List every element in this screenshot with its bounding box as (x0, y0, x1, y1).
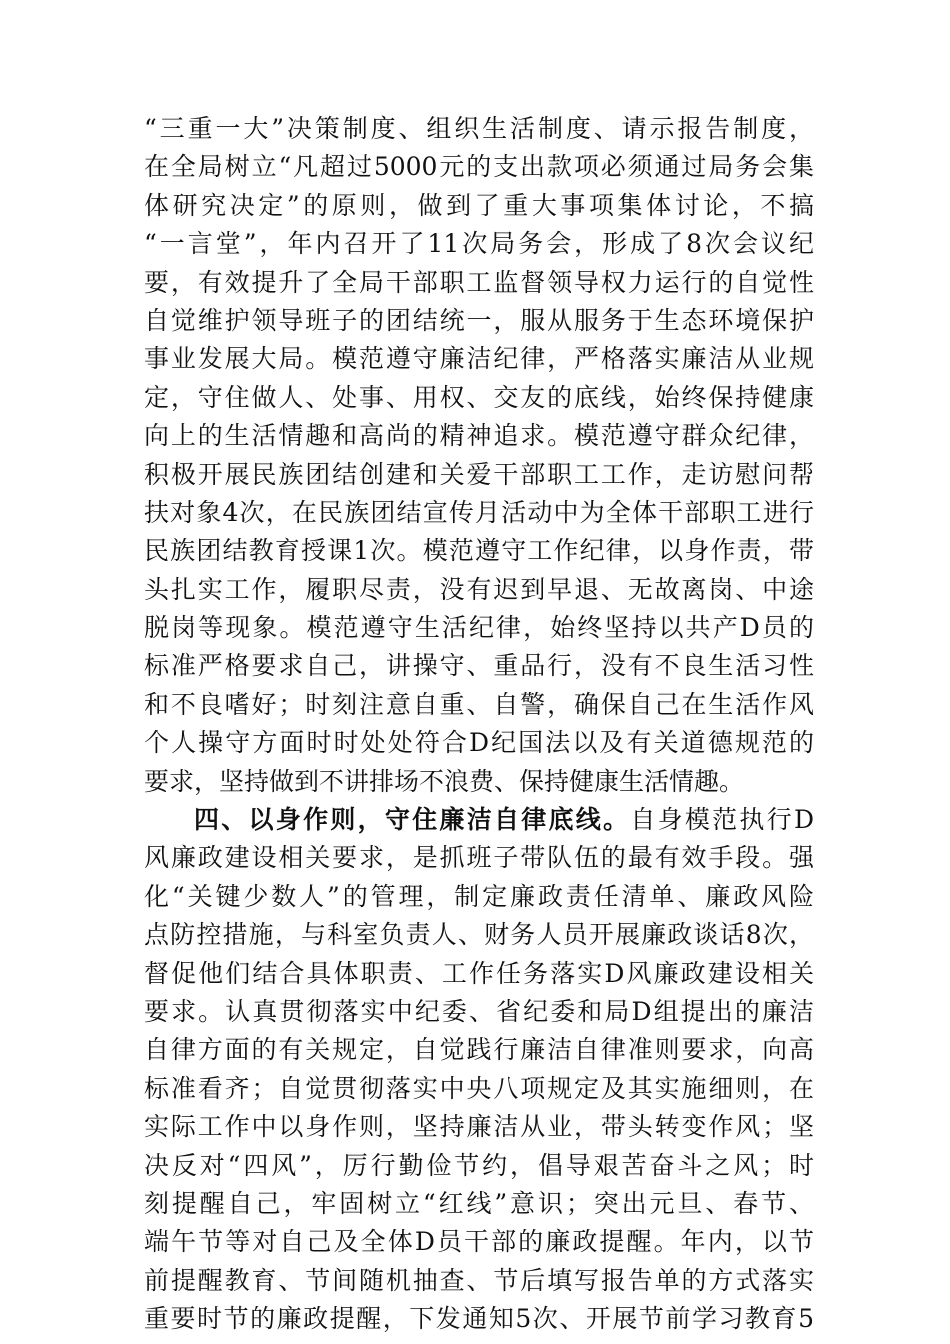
text-line: 标准严格要求自己，讲操守、重品行，没有不良生活习性 (144, 651, 814, 681)
text-line: 风廉政建设相关要求，是抓班子带队伍的最有效手段。强 (144, 843, 814, 873)
text-line: 实际工作中以身作则，坚持廉洁从业，带头转变作风；坚 (144, 1112, 814, 1142)
text-line: 和不良嗜好；时刻注意自重、自警，确保自己在生活作风 (144, 689, 814, 719)
section-first-line (144, 801, 814, 839)
text-line: 事业发展大局。模范遵守廉洁纪律，严格落实廉洁从业规 (144, 344, 814, 374)
text-line: 决反对“四风”，厉行勤俭节约，倡导艰苦奋斗之风；时 (144, 1150, 814, 1180)
text-line: 个人操守方面时时处处符合D纪国法以及有关道德规范的 (144, 728, 814, 758)
text-line: 在全局树立“凡超过5000元的支出款项必须通过局务会集 (144, 152, 814, 182)
text-line: 点防控措施，与科室负责人、财务人员开展廉政谈话8次， (144, 920, 814, 950)
section-first-line-text: 自身模范执行D (630, 805, 814, 835)
text-line: 刻提醒自己，牢固树立“红线”意识；突出元旦、春节、 (144, 1188, 814, 1218)
paragraph-last-line: 要求，坚持做到不讲排场不浪费、保持健康生活情趣。 (144, 766, 745, 796)
text-line: 化“关键少数人”的管理，制定廉政责任清单、廉政风险 (144, 881, 814, 911)
text-line: 要求。认真贯彻落实中纪委、省纪委和局D组提出的廉洁 (144, 996, 814, 1026)
text-line: 向上的生活情趣和高尚的精神追求。模范遵守群众纪律， (144, 421, 814, 451)
section-heading: 四、以身作则，守住廉洁自律底线。 (194, 805, 631, 835)
text-line: 扶对象4次，在民族团结宣传月活动中为全体干部职工进行 (144, 497, 814, 527)
text-line: 积极开展民族团结创建和关爱干部职工工作，走访慰问帮 (144, 459, 814, 489)
text-line: 自觉维护领导班子的团结统一，服从服务于生态环境保护 (144, 305, 814, 335)
text-line: 脱岗等现象。模范遵守生活纪律，始终坚持以共产D员的 (144, 613, 814, 643)
text-line: 要，有效提升了全局干部职工监督领导权力运行的自觉性 (144, 267, 814, 297)
text-line: 自律方面的有关规定，自觉践行廉洁自律准则要求，向高 (144, 1035, 814, 1065)
text-line: 民族团结教育授课1次。模范遵守工作纪律，以身作责，带 (144, 536, 814, 566)
text-line: “三重一大”决策制度、组织生活制度、请示报告制度， (144, 114, 814, 143)
text-line: 前提醒教育、节间随机抽查、节后填写报告单的方式落实 (144, 1265, 814, 1295)
body-text (144, 110, 814, 1339)
text-line: 端午节等对自己及全体D员干部的廉政提醒。年内，以节 (144, 1227, 814, 1257)
text-line: 标准看齐；自觉贯彻落实中央八项规定及其实施细则，在 (144, 1073, 814, 1103)
text-line: 督促他们结合具体职责、工作任务落实D风廉政建设相关 (144, 958, 814, 988)
text-line: 头扎实工作，履职尽责，没有迟到早退、无故离岗、中途 (144, 574, 814, 604)
text-line: “一言堂”，年内召开了11次局务会，形成了8次会议纪 (144, 229, 814, 259)
text-line: 体研究决定”的原则，做到了重大事项集体讨论，不搞 (144, 190, 814, 220)
text-line: 重要时节的廉政提醒，下发通知5次、开展节前学习教育5 (144, 1304, 814, 1334)
text-line: 定，守住做人、处事、用权、交友的底线，始终保持健康 (144, 382, 814, 412)
